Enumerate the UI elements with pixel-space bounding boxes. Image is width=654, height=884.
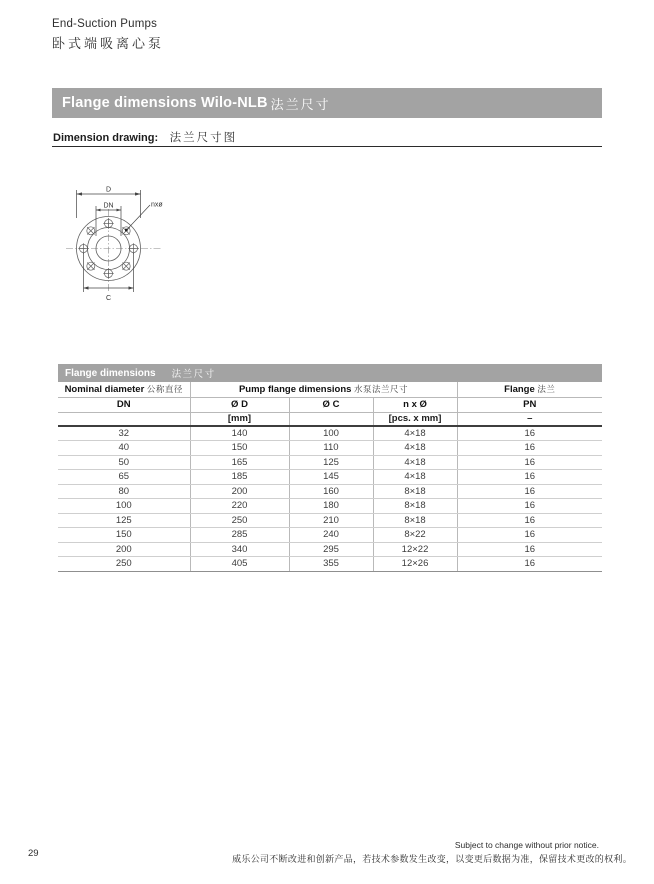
- table-cell: 50: [58, 455, 190, 470]
- col-header-c: Ø C: [289, 397, 373, 412]
- table-cell: 16: [457, 499, 602, 514]
- table-columns-row: [58, 397, 602, 412]
- table-cell: 340: [190, 542, 289, 557]
- table-cell: 8×18: [373, 484, 457, 499]
- col-header-d: Ø D: [190, 397, 289, 412]
- col-header-nxo: n x Ø: [373, 397, 457, 412]
- table-cell: 150: [58, 528, 190, 543]
- table-cell: 145: [289, 470, 373, 485]
- table-title-en: Flange dimensions: [65, 367, 156, 379]
- col-group-nominal-en: Nominal diameter: [64, 384, 145, 396]
- table-cell: 80: [58, 484, 190, 499]
- table-cell: 250: [58, 557, 190, 572]
- table-cell: 160: [289, 484, 373, 499]
- col-group-pump: [190, 382, 457, 397]
- footer-notice: [232, 840, 632, 865]
- table-cell: 405: [190, 557, 289, 572]
- table-row: [58, 484, 602, 499]
- section-banner: [52, 88, 602, 118]
- table-cell: 210: [289, 513, 373, 528]
- table-title-zh: 法兰尺寸: [171, 369, 216, 380]
- page-header-title-zh: 卧式端吸离心泵: [52, 37, 165, 52]
- dimension-d-label: D: [105, 186, 112, 194]
- unit-cell: –: [457, 412, 602, 426]
- table-row: [58, 528, 602, 543]
- table-cell: 125: [289, 455, 373, 470]
- table-cell: 140: [190, 426, 289, 441]
- table-row: [58, 426, 602, 441]
- flange-table-section: [58, 364, 602, 572]
- table-title-bar: [58, 364, 602, 382]
- dimension-c-label: C: [105, 295, 112, 302]
- section-banner-title-en: Flange dimensions Wilo-NLB: [62, 95, 268, 111]
- flange-drawing: [60, 180, 180, 305]
- unit-cell: [mm]: [190, 412, 289, 426]
- table-cell: 180: [289, 499, 373, 514]
- col-header-dn: DN: [58, 397, 190, 412]
- table-row: [58, 542, 602, 557]
- table-cell: 220: [190, 499, 289, 514]
- table-cell: 32: [58, 426, 190, 441]
- table-row: [58, 455, 602, 470]
- table-cell: 110: [289, 441, 373, 456]
- table-cell: 16: [457, 557, 602, 572]
- section-banner-title-zh: 法兰尺寸: [270, 97, 331, 113]
- table-cell: 12×26: [373, 557, 457, 572]
- table-cell: 16: [457, 470, 602, 485]
- dimension-drawing-label: [53, 128, 237, 146]
- table-row: [58, 557, 602, 572]
- footer-notice-en: Subject to change without prior notice.: [454, 840, 599, 850]
- table-cell: 100: [289, 426, 373, 441]
- table-row: [58, 441, 602, 456]
- table-cell: 4×18: [373, 455, 457, 470]
- table-cell: 8×18: [373, 499, 457, 514]
- table-cell: 295: [289, 542, 373, 557]
- table-cell: 16: [457, 513, 602, 528]
- flange-table-body: [58, 426, 602, 571]
- table-cell: 150: [190, 441, 289, 456]
- page-header-title-en: End-Suction Pumps: [52, 18, 158, 30]
- dimension-drawing-label-zh: 法兰尺寸图: [169, 130, 238, 144]
- table-cell: 200: [190, 484, 289, 499]
- table-cell: 165: [190, 455, 289, 470]
- col-header-pn: PN: [457, 397, 602, 412]
- dimension-drawing-label-en: Dimension drawing:: [53, 132, 159, 144]
- table-units-row: [58, 412, 602, 426]
- table-cell: 8×22: [373, 528, 457, 543]
- table-group-header-row: [58, 382, 602, 397]
- table-cell: 12×22: [373, 542, 457, 557]
- table-cell: 240: [289, 528, 373, 543]
- holes-label: nxø: [151, 201, 163, 209]
- table-cell: 4×18: [373, 441, 457, 456]
- unit-cell: [58, 412, 190, 426]
- dimension-dn-label: DN: [103, 202, 114, 210]
- col-group-flange-zh: 法兰: [537, 384, 556, 395]
- col-group-pump-en: Pump flange dimensions: [238, 384, 352, 396]
- table-row: [58, 470, 602, 485]
- col-group-flange: [457, 382, 602, 397]
- table-cell: 8×18: [373, 513, 457, 528]
- col-group-nominal-zh: 公称直径: [146, 384, 183, 395]
- table-cell: 16: [457, 426, 602, 441]
- col-group-nominal: [58, 382, 190, 397]
- table-row: [58, 513, 602, 528]
- table-cell: 200: [58, 542, 190, 557]
- table-cell: 16: [457, 455, 602, 470]
- page-number: 29: [28, 848, 39, 859]
- holes-leader-dot: [125, 229, 128, 232]
- page-header: [52, 18, 164, 52]
- table-row: [58, 499, 602, 514]
- holes-leader-line: [127, 205, 151, 230]
- table-cell: 125: [58, 513, 190, 528]
- table-cell: 185: [190, 470, 289, 485]
- table-cell: 100: [58, 499, 190, 514]
- flange-table: [58, 382, 602, 572]
- flange-drawing-svg: [60, 180, 180, 305]
- table-cell: 40: [58, 441, 190, 456]
- table-cell: 285: [190, 528, 289, 543]
- table-cell: 16: [457, 441, 602, 456]
- col-group-pump-zh: 水泵法兰尺寸: [354, 384, 409, 395]
- table-cell: 16: [457, 528, 602, 543]
- table-cell: 65: [58, 470, 190, 485]
- table-cell: 16: [457, 484, 602, 499]
- unit-cell: [289, 412, 373, 426]
- table-cell: 16: [457, 542, 602, 557]
- table-cell: 355: [289, 557, 373, 572]
- table-cell: 4×18: [373, 426, 457, 441]
- unit-cell: [pcs. x mm]: [373, 412, 457, 426]
- table-cell: 250: [190, 513, 289, 528]
- col-group-flange-en: Flange: [504, 384, 535, 396]
- table-cell: 4×18: [373, 470, 457, 485]
- divider-rule: [52, 146, 602, 147]
- footer-notice-zh: 威乐公司不断改进和创新产品，若技术参数发生改变，以变更后数据为准，保留技术更改的权利。: [232, 854, 632, 864]
